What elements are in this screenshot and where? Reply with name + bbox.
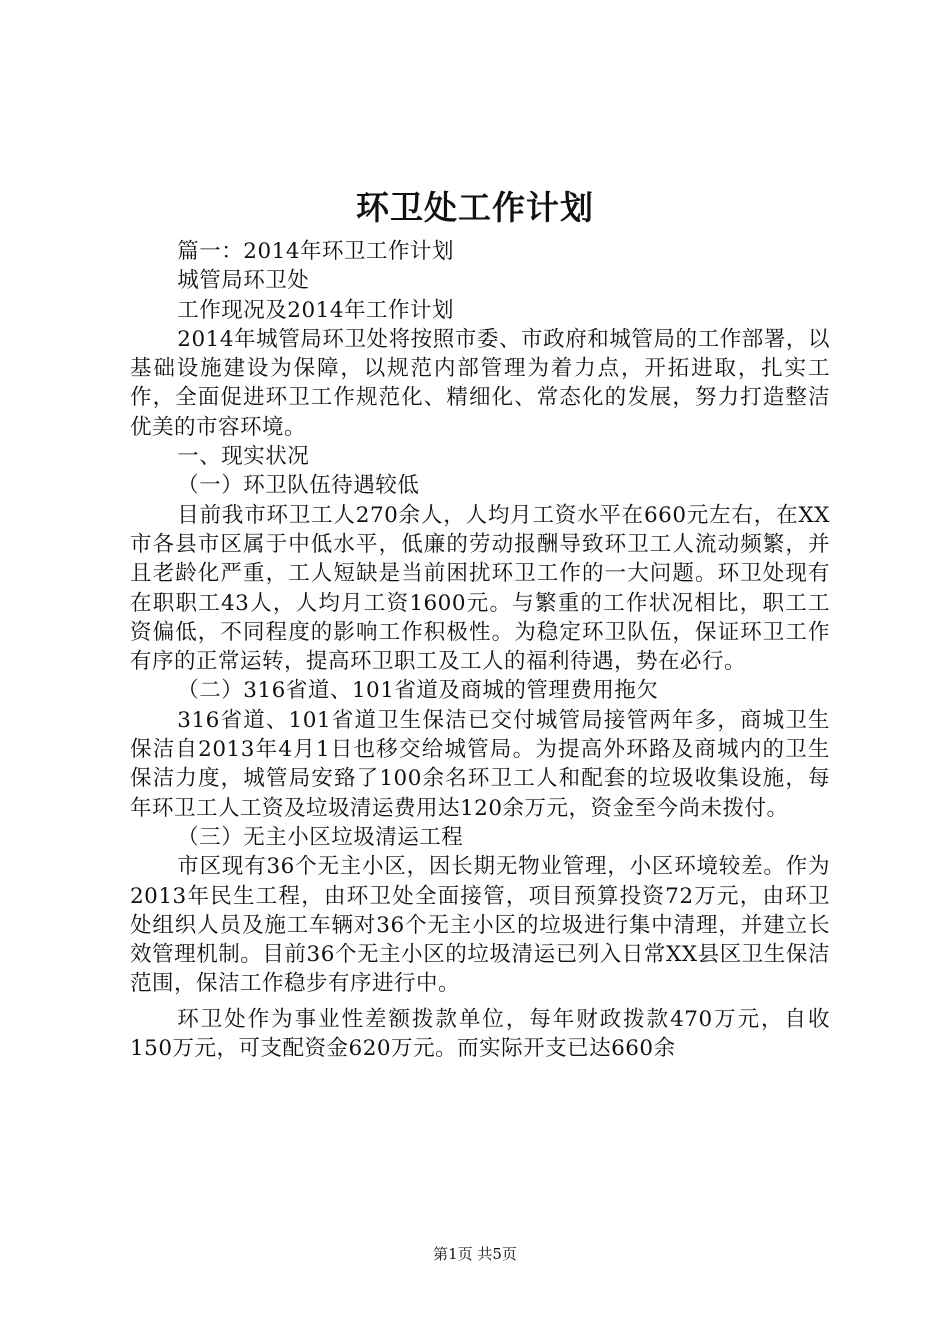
sub-heading: （一）环卫队伍待遇较低 [177,473,420,499]
sub-heading: （三）无主小区垃圾清运工程 [177,824,464,850]
document-title: 环卫处工作计划 [356,188,594,227]
paragraph: 2014年城管局环卫处将按照市委、市政府和城管局的工作部署，以基础设施建设为保障，以规范内部管理为着力点，开拓进取，扎实工作，全面促进环卫工作规范化、精细化、常态化的发展，努力打造整洁优美的市容环境。 [130,326,830,440]
subtitle-line: 工作现况及2014年工作计划 [177,297,455,323]
paragraph: 环卫处作为事业性差额拨款单位，每年财政拨款470万元，自收150万元，可支配资金620万元。而实际开支已达660余 [130,1006,830,1062]
paragraph: 目前我市环卫工人270余人，人均月工资水平在660元左右，在XX市各县市区属于中低水平，低廉的劳动报酬导致环卫工人流动频繁，并且老龄化严重，工人短缺是当前困扰环卫工作的一大问题。环卫处现有在职职工43人，人均月工资1600元。与繁重的工作状况相比，职工工资偏低，不同程度的影响工作积极性。为稳定环卫队伍，保证环卫工作有序的正常运转，提高环卫职工及工人的福利待遇，势在必行。 [130,502,830,675]
sub-heading: （二）316省道、101省道及商城的管理费用拖欠 [177,678,659,704]
paragraph: 市区现有36个无主小区，因长期无物业管理，小区环境较差。作为2013年民生工程，由环卫处全面接管，项目预算投资72万元，由环卫处组织人员及施工车辆对36个无主小区的垃圾进行集中清理，并建立长效管理机制。目前36个无主小区的垃圾清运已列入日常XX县区卫生保洁范围，保洁工作稳步有序进行中。 [130,854,830,997]
section-heading: 篇一：2014年环卫工作计划 [177,239,455,264]
section-heading: 一、现实状况 [177,444,310,470]
department-line: 城管局环卫处 [177,268,310,294]
paragraph: 316省道、101省道卫生保洁已交付城管局接管两年多，商城卫生保洁自2013年4月1日也移交给城管局。为提高外环路及商城内的卫生保洁力度，城管局安臵了100余名环卫工人和配套的垃圾收集设施，每年环卫工人工资及垃圾清运费用达120余万元，资金至今尚未拨付。 [130,707,830,821]
document-body [130,237,830,1063]
page-footer: 第1页 共5页 [433,1245,517,1263]
